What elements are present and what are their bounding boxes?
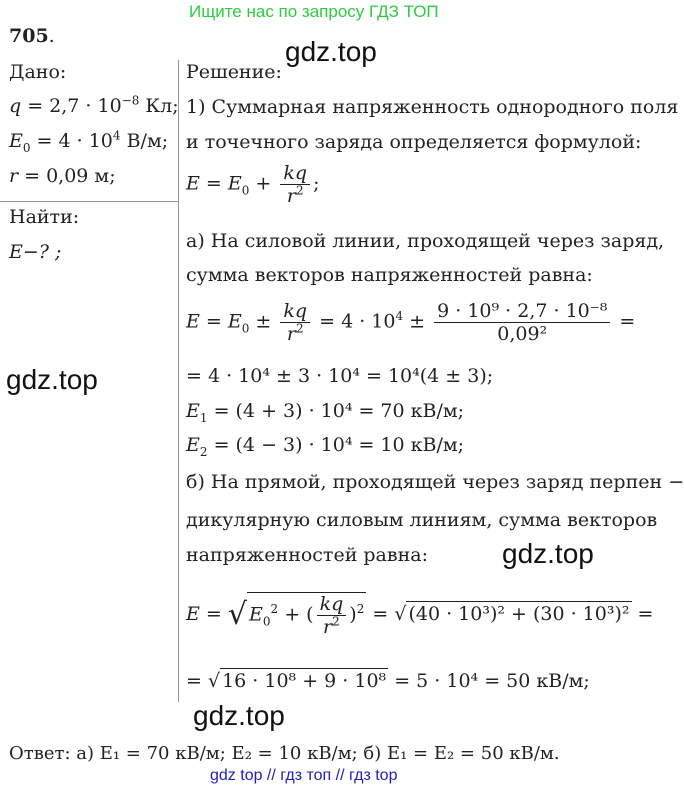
formula-a-numerator: 9 · 10⁹ · 2,7 · 10⁻⁸ xyxy=(434,300,610,323)
formula-a-denominator: 0,09² xyxy=(497,323,548,345)
problem-number: 705. xyxy=(9,25,55,47)
given-divider xyxy=(0,201,178,202)
given-E0-unit: В/м; xyxy=(120,130,169,152)
vertical-divider xyxy=(178,60,179,702)
part-b-line-2: дикулярную силовым линиям, сумма векторов xyxy=(186,509,658,531)
watermark-4: gdz.top xyxy=(193,700,285,731)
part-a-line-1: а) На силовой линии, проходящей через заряд, xyxy=(186,230,665,252)
formula-b-sqrt-1: (40 · 10³)² + (30 · 10³)² xyxy=(408,603,630,625)
given-q-exp: −8 xyxy=(121,93,140,108)
given-title: Дано: xyxy=(9,61,67,83)
watermark-1: gdz.top xyxy=(285,36,377,67)
formula-a-line-2: = 4 · 10⁴ ± 3 · 10⁴ = 10⁴(4 ± 3); xyxy=(186,365,494,387)
given-q-unit: Кл; xyxy=(139,95,179,117)
solution-title: Решение: xyxy=(186,61,282,83)
formula-a: $E = E_0$ ± $\frac{kq}{r^2}$ = $4 \cdot 10^4$ ± $\frac{\text{9 · 10⁹ · 2,7 · 10⁻⁸}}{\text{0,09²}}$ = xyxy=(186,300,636,345)
formula-1: $E = E_0$ + $\frac{kq}{r^2}$ ; xyxy=(186,162,320,207)
given-r-value: = 0,09 м; xyxy=(18,165,116,187)
given-q-value: = 2,7 · 10 xyxy=(21,95,122,117)
watermark-2: gdz.top xyxy=(6,364,98,395)
given-r: r = 0,09 м; xyxy=(9,165,116,187)
footer-links: gdz top // гдз топ // гдз top xyxy=(210,767,398,784)
formula-E1: $E_1 = (4 + 3) \cdot 10^4 = 70$ кВ/м; xyxy=(186,400,465,425)
given-E0-value: = 4 · 10 xyxy=(30,130,113,152)
problem-number-text: 705 xyxy=(9,25,49,47)
given-E0: $E_0 = 4 \cdot 10^4$ В/м; xyxy=(9,128,169,155)
solution-line-2: и точечного заряда определяется формулой: xyxy=(186,131,642,153)
find-title: Найти: xyxy=(9,206,80,228)
given-E0-exp: 4 xyxy=(112,128,121,143)
formula-E1-value: = (4 + 3) · 10⁴ = 70 кВ/м; xyxy=(213,400,465,422)
solution-line-1: 1) Суммарная напряженность однородного поля xyxy=(186,96,679,118)
given-q: $q = 2,7 \cdot 10^{-8}$ Кл; xyxy=(9,93,179,117)
find-value: E−? ; xyxy=(9,241,62,263)
part-b-line-1: б) На прямой, проходящей через заряд перпен − xyxy=(186,471,684,493)
top-banner: Ищите нас по запросу ГДЗ ТОП xyxy=(189,2,439,21)
part-a-line-2: сумма векторов напряженностей равна: xyxy=(186,264,593,286)
part-b-line-3: напряженностей равна: xyxy=(186,544,428,566)
formula-E2: $E_2 = (4 - 3) \cdot 10^4 = 10$ кВ/м; xyxy=(186,434,465,459)
formula-E2-value: = (4 − 3) · 10⁴ = 10 кВ/м; xyxy=(213,434,465,456)
watermark-3: gdz.top xyxy=(502,538,594,569)
formula-b-sqrt-2: 16 · 10⁸ + 9 · 10⁸ xyxy=(222,670,387,692)
formula-b: E = √ $E_0^2$ + ( $\frac{kq}{r^2}$ )$^2$ = √ (40 · 10³)² + (30 · 10³)² = xyxy=(186,593,654,638)
formula-b-result: = 5 · 10⁴ = 50 кВ/м; xyxy=(388,670,590,692)
formula-b-line-2: = √ 16 · 10⁸ + 9 · 10⁸ = 5 · 10⁴ = 50 кВ/м; xyxy=(186,670,590,692)
answer: Ответ: а) E₁ = 70 кВ/м; E₂ = 10 кВ/м; б) E₁ = E₂ = 50 кВ/м. xyxy=(9,743,560,764)
